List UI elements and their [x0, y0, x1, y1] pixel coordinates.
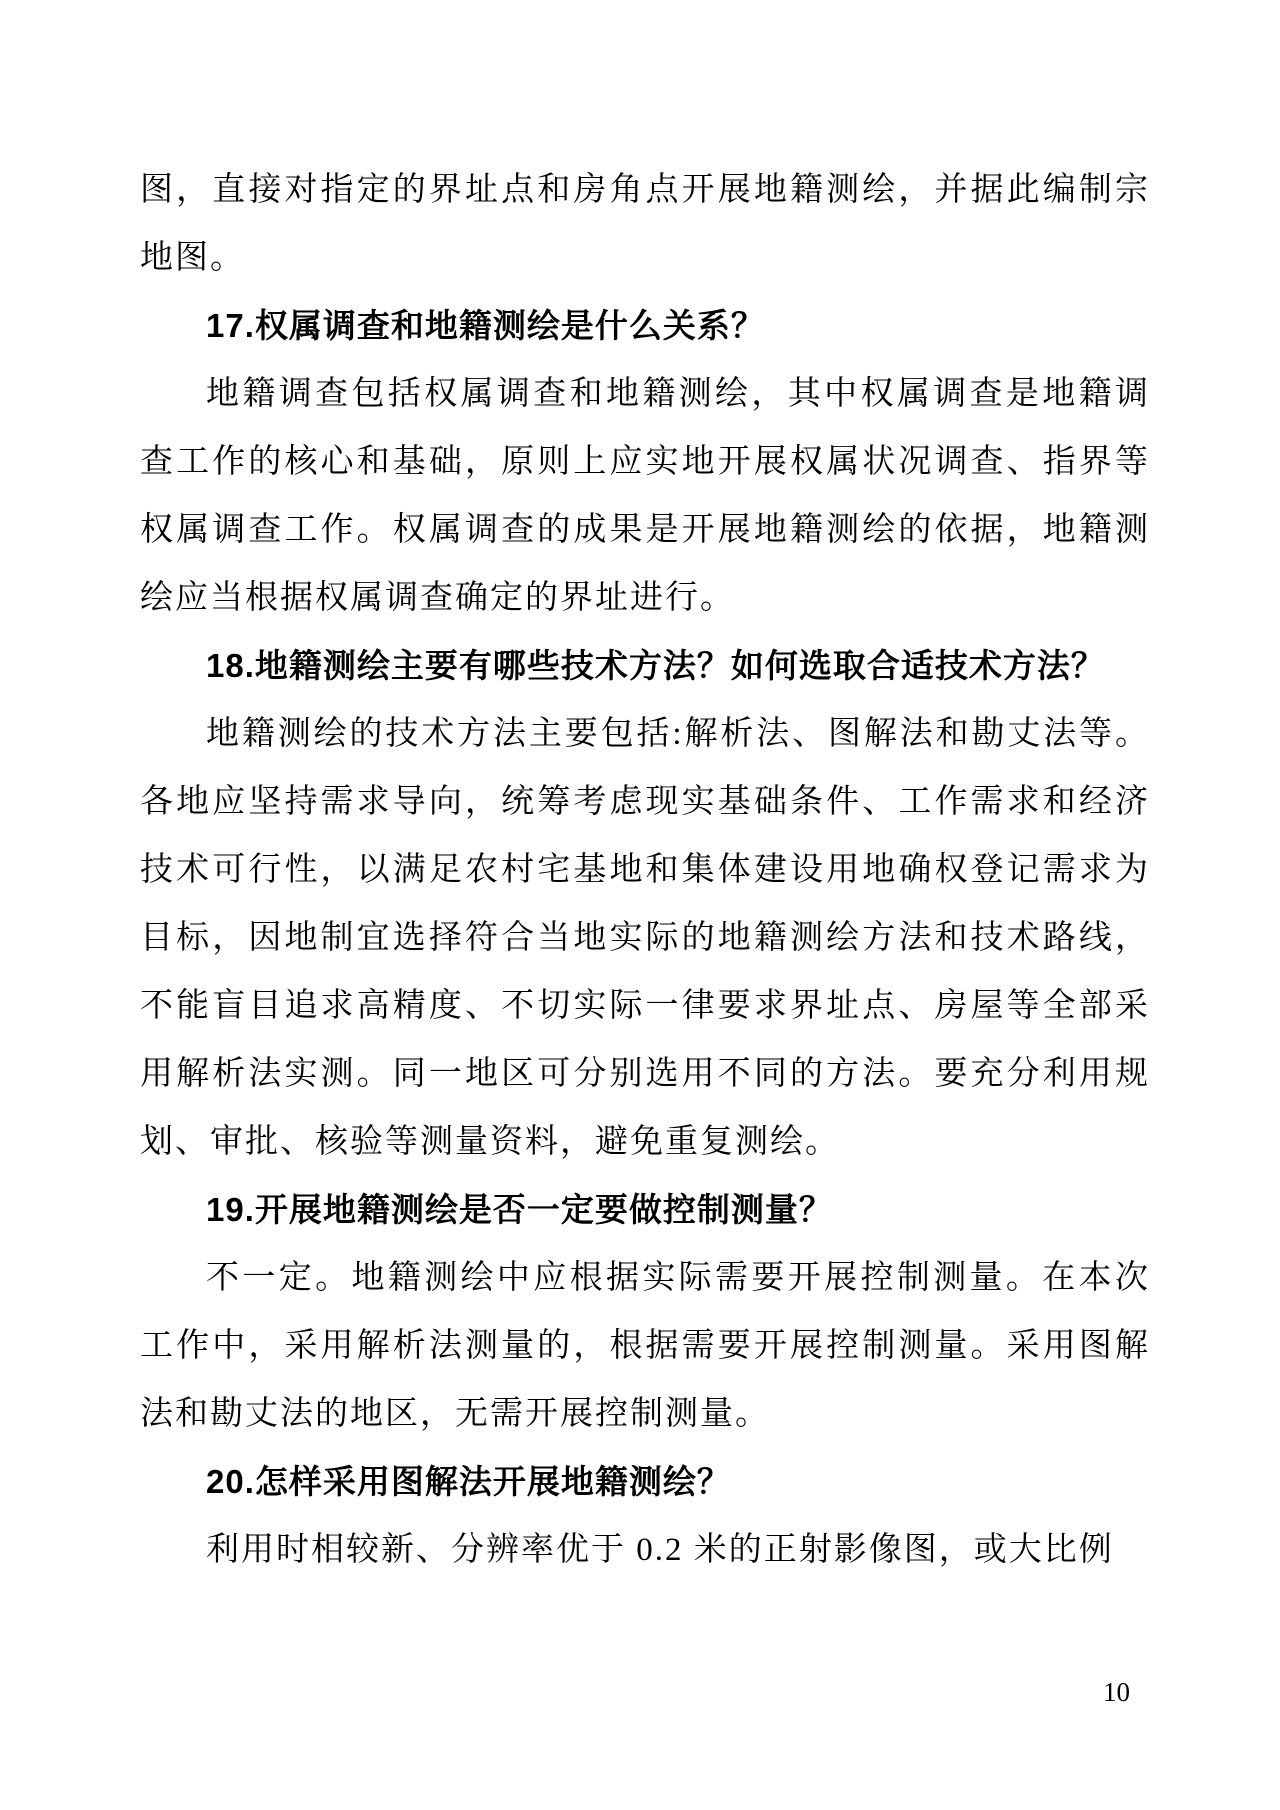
- paragraph-answer-20: 利用时相较新、分辨率优于 0.2 米的正射影像图，或大比例: [206, 1532, 1114, 1568]
- section-heading-17: 17.权属调查和地籍测绘是什么关系？: [206, 307, 765, 344]
- page-number: 10: [1103, 1677, 1130, 1707]
- paragraph-continuation: 图，直接对指定的界址点和房角点开展地籍测绘，并据此编制宗地图。: [140, 172, 1150, 276]
- section-heading-18: 18.地籍测绘主要有哪些技术方法？如何选取合适技术方法？: [206, 647, 1105, 684]
- paragraph-answer-17: 地籍调查包括权属调查和地籍测绘，其中权属调查是地籍调查工作的核心和基础，原则上应实地开展权属状况调查、指界等权属调查工作。权属调查的成果是开展地籍测绘的依据，地籍测绘应当根据权属调查确定的界址进行。: [140, 376, 1150, 616]
- paragraph-answer-18: 地籍测绘的技术方法主要包括:解析法、图解法和勘丈法等。各地应坚持需求导向，统筹考虑现实基础条件、工作需求和经济技术可行性，以满足农村宅基地和集体建设用地确权登记需求为目标，因地制宜选择符合当地实际的地籍测绘方法和技术路线，不能盲目追求高精度、不切实际一律要求界址点、房屋等全部采用解析法实测。同一地区可分别选用不同的方法。要充分利用规划、审批、核验等测量资料，避免重复测绘。: [140, 716, 1150, 1160]
- section-heading-20: 20.怎样采用图解法开展地籍测绘？: [206, 1463, 731, 1500]
- section-heading-19: 19.开展地籍测绘是否一定要做控制测量？: [206, 1191, 833, 1228]
- paragraph-answer-19: 不一定。地籍测绘中应根据实际需要开展控制测量。在本次工作中，采用解析法测量的，根据需要开展控制测量。采用图解法和勘丈法的地区，无需开展控制测量。: [140, 1260, 1150, 1432]
